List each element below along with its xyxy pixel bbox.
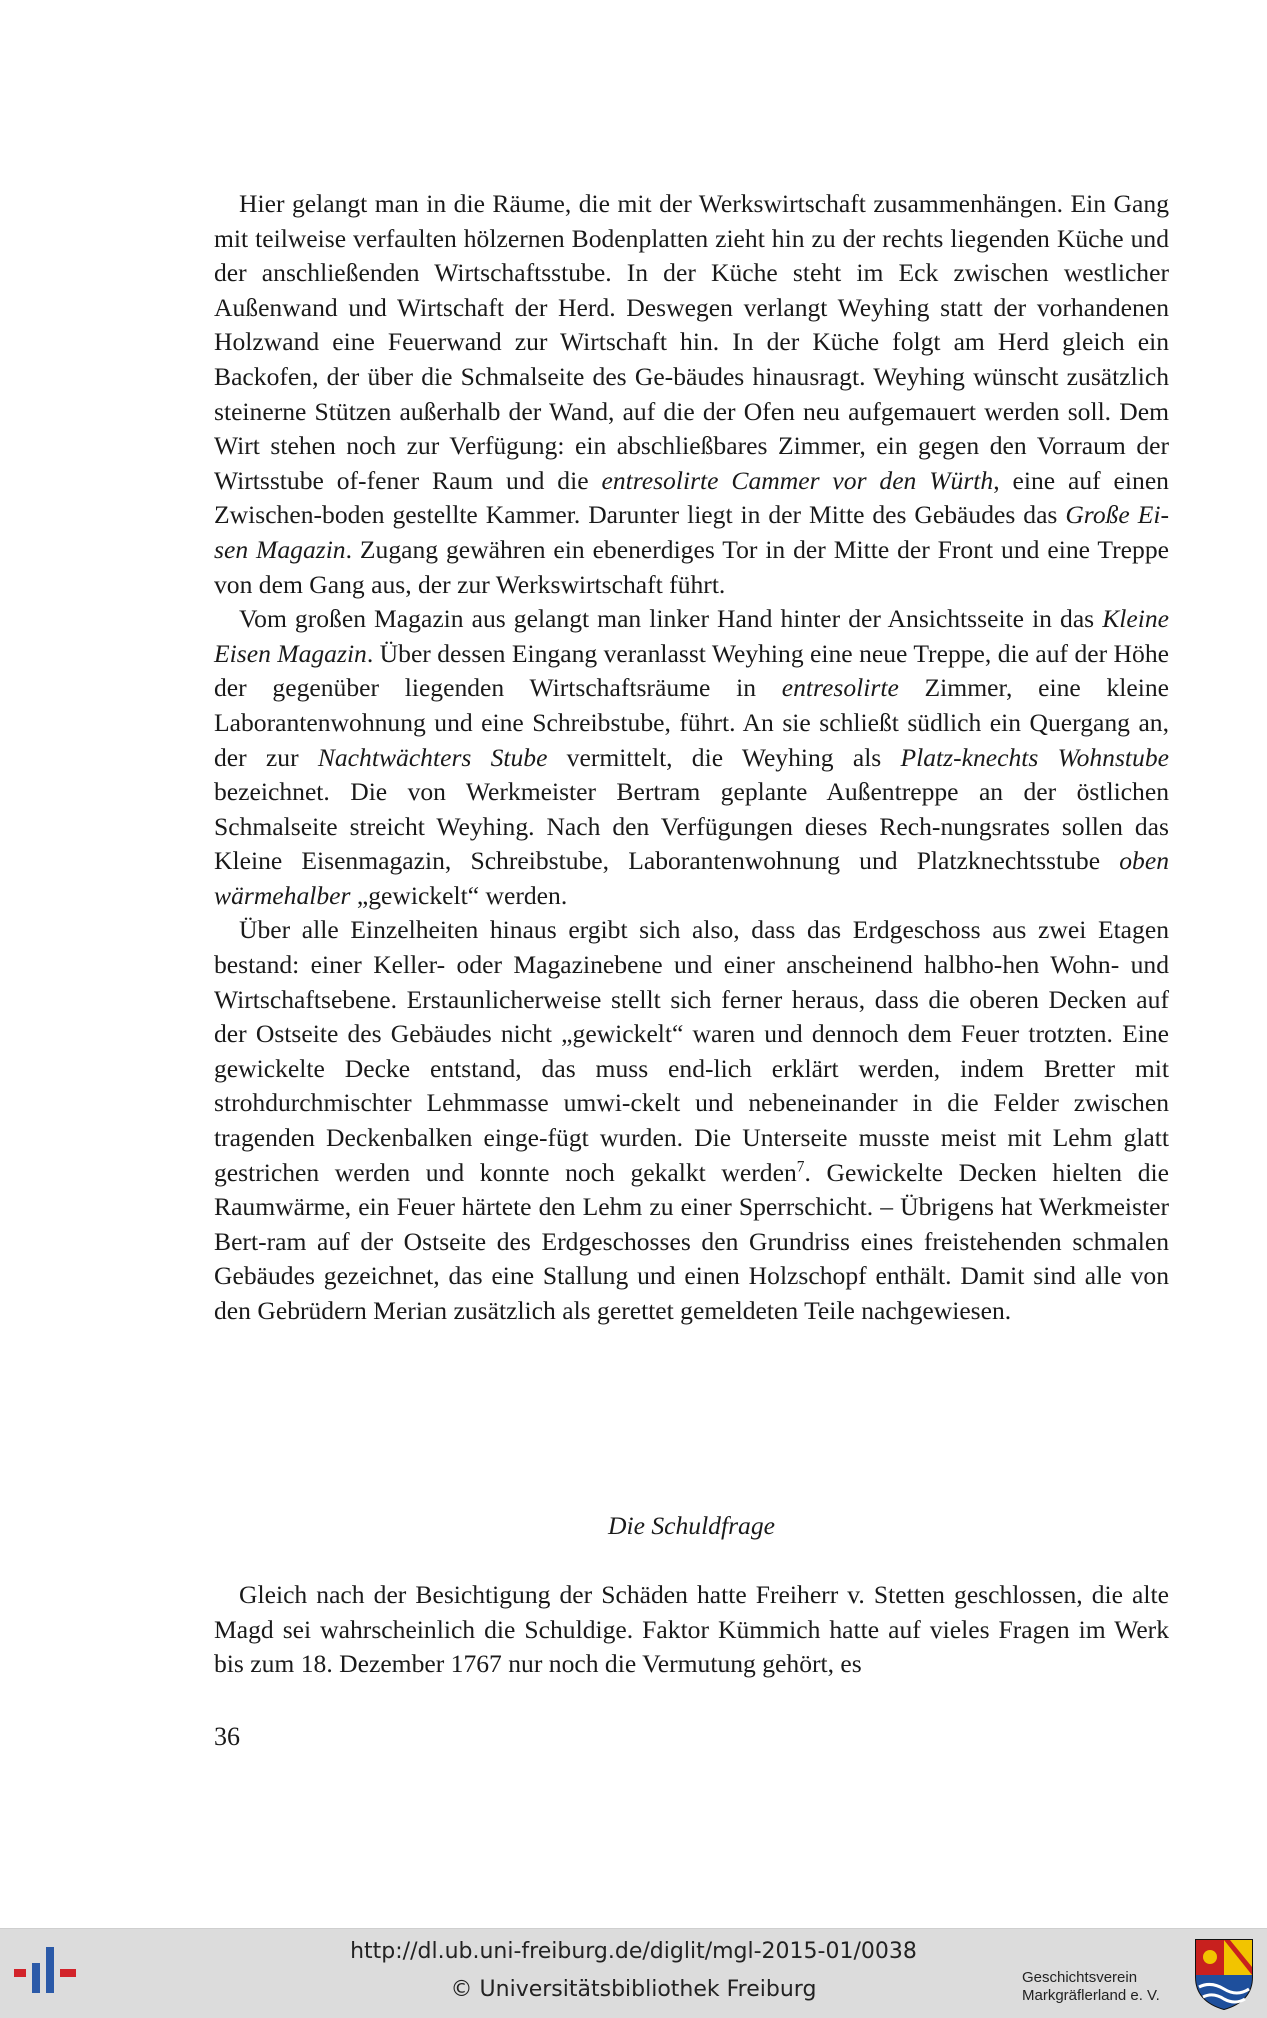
italic-run: Platz-knechts Wohnstube	[900, 742, 1169, 772]
footer-bar	[0, 1928, 1267, 2018]
society-line: Markgräflerland e. V.	[1022, 1987, 1160, 2004]
text-run: Hier gelangt man in die Räume, die mit der Werkswirtschaft zusammenhängen. Ein Gang mit teilweise verfaulten hölzernen Bodenplatten zieht hin zu der rechts liegenden Küche und der anschließenden Wirtschaftsstube. In der Küche steht im Eck zwischen westlicher Außenwand und Wirtschaft der Herd. Deswegen verlangt Weyhing statt der vorhandenen Holzwand eine Feuerwand zur Wirtschaft hin. In der Küche folgt am Herd gleich ein Backofen, der über die Schmalseite des Ge-bäudes hinausragt. Weyhing wünscht zusätzlich steinerne Stützen außerhalb der Wand, auf die der Ofen neu aufgemauert werden soll. Dem Wirt stehen noch zur Verfügung: ein abschließbares Zimmer, ein gegen den Vorraum der Wirtsstube of-fener Raum und die	[214, 189, 1169, 495]
text-run: vermittelt, die Weyhing als	[547, 742, 901, 772]
text-run: . Über dessen Eingang veranlasst Weyhing eine neue Treppe, die auf der Höhe der gegenüber liegenden Wirtschaftsräume in	[214, 638, 1169, 703]
footnote-marker: 7	[796, 1158, 805, 1176]
body-text-continued	[214, 1578, 1169, 1682]
text-run: , eine auf einen Zwischen-boden gestellte Kammer. Darunter liegt in der Mitte des Gebäudes das	[214, 465, 1169, 530]
text-run: Über alle Einzelheiten hinaus ergibt sich also, dass das Erdgeschoss aus zwei Etagen bestand: einer Keller- oder Magazinebene und einer anscheinend halbho-hen Wohn- und Wirtschaftsebene. Erstaunlicherweise stellt sich ferner heraus, dass die oberen Decken auf der Ostseite des Gebäudes nicht „gewickelt“ waren und dennoch dem Feuer trotzten. Eine gewickelte Decke entstand, das muss end-lich erklärt werden, indem Bretter mit strohdurchmischter Lehmmasse umwi-ckelt und nebeneinander in die Felder zwischen tragenden Deckenbalken einge-fügt wurden. Die Unterseite musste meist mit Lehm glatt gestrichen werden und konnte noch gekalkt werden	[214, 915, 1169, 1187]
permalink-url[interactable]: http://dl.ub.uni-freiburg.de/diglit/mgl-2015-01/0038	[350, 1939, 917, 1964]
society-line: Geschichtsverein	[1022, 1969, 1138, 1986]
italic-run: Kleine Eisen Magazin	[214, 604, 1169, 668]
italic-run: entresolirte	[781, 673, 899, 703]
page-number: 36	[214, 1722, 240, 1751]
text-run: Zimmer, eine kleine Laborantenwohnung und eine Schreibstube, führt. An sie schließt südlich ein Quergang an, der zur	[214, 673, 1169, 772]
paragraph	[214, 602, 1169, 913]
text-run: . Gewickelte Decken hielten die Raumwärme, ein Feuer härtete den Lehm zu einer Sperrschicht. – Übrigens hat Werkmeister Bert-ram auf der Ostseite des Erdgeschosses den Grundriss eines freistehenden schmalen Gebäudes gezeichnet, das eine Stallung und einen Holzschopf enthält. Damit sind alle von den Gebrüdern Merian zusätzlich als gerettet gemeldeten Teile nachgewiesen.	[214, 1157, 1169, 1325]
society-name	[1022, 1969, 1192, 2005]
paragraph	[214, 187, 1169, 602]
text-run: „gewickelt“ werden.	[350, 880, 568, 910]
paragraph: Gleich nach der Besichtigung der Schäden hatte Freiherr v. Stetten geschlossen, die alte Magd sei wahrscheinlich die Schuldige. Faktor Kümmich hatte auf vieles Fragen im Werk bis zum 18. Dezember 1767 nur noch die Vermutung gehört, es	[214, 1580, 1169, 1679]
coat-of-arms-icon	[1193, 1937, 1255, 2011]
body-text	[214, 187, 1169, 1329]
section-heading: Die Schuldfrage	[607, 1511, 776, 1540]
paragraph	[214, 913, 1169, 1328]
italic-run: Große Ei-sen Magazin	[214, 500, 1169, 564]
text-run: . Zugang gewähren ein ebenerdiges Tor in der Mitte der Front und eine Treppe von dem Gang aus, der zur Werkswirtschaft führt.	[214, 534, 1169, 599]
italic-run: oben wärmehalber	[214, 846, 1169, 910]
copyright-notice: © Universitätsbibliothek Freiburg	[450, 1977, 817, 2002]
text-run: bezeichnet. Die von Werkmeister Bertram geplante Außentreppe an der östlichen Schmalseite streicht Weyhing. Nach den Verfügungen dieses Rech-nungsrates sollen das Kleine Eisenmagazin, Schreibstube, Laborantenwohnung und Platzknechtsstube	[214, 777, 1169, 876]
text-run: Vom großen Magazin aus gelangt man linker Hand hinter der Ansichtsseite in das	[239, 604, 1103, 634]
italic-run: entresolirte Cammer vor den Würth	[601, 465, 994, 495]
italic-run: Nachtwächters Stube	[317, 742, 548, 772]
